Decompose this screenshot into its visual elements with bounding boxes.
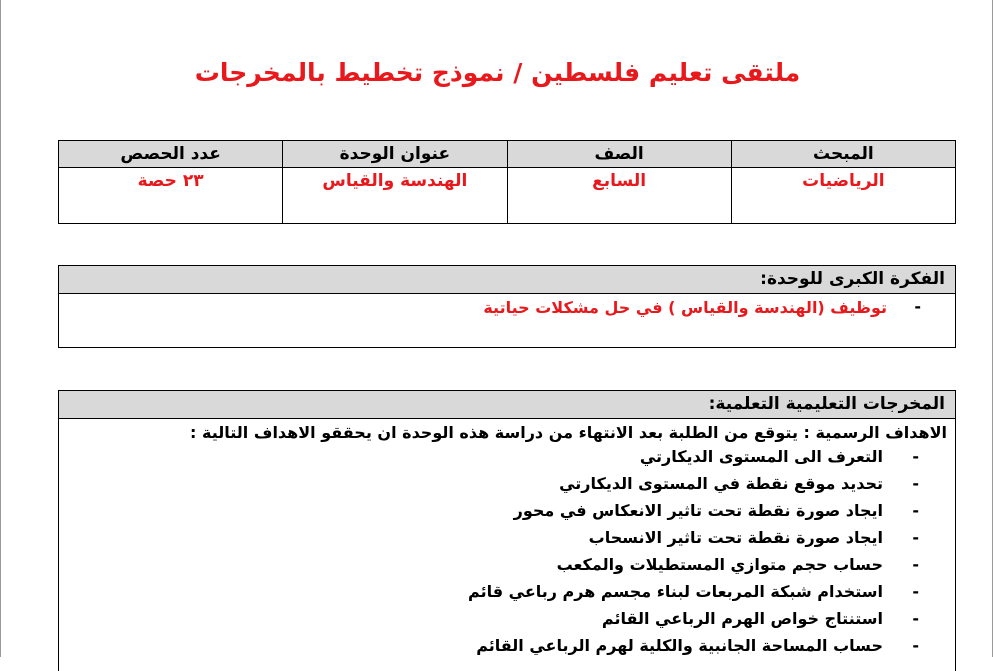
goal-text: حساب المساحة الجانبية والكلية لهرم الرباعي القائم xyxy=(476,636,883,655)
info-header-row xyxy=(59,141,956,168)
big-idea-text: توظيف (الهندسة والقياس ) في حل مشكلات حياتية xyxy=(483,298,887,317)
page-title: ملتقى تعليم فلسطين / نموذج تخطيط بالمخرجات xyxy=(194,58,801,87)
goal-item xyxy=(59,497,955,524)
outcomes-box xyxy=(58,390,956,671)
goal-text: التعرف الى المستوى الديكارتي xyxy=(639,447,883,466)
header-periods: عدد الحصص xyxy=(59,141,283,168)
bullet-dash: - xyxy=(912,555,919,574)
outcomes-intro: الاهداف الرسمية : يتوقع من الطلبة بعد الانتهاء من دراسة هذه الوحدة ان يحققو الاهداف التالية : xyxy=(190,423,947,442)
info-value-row xyxy=(59,168,956,224)
big-idea-box xyxy=(58,265,956,348)
goal-text: ايجاد صورة نقطة تحت تاثير الانعكاس في محور xyxy=(513,501,883,520)
bullet-dash: - xyxy=(912,609,919,628)
header-subject: المبحث xyxy=(731,141,955,168)
goal-item xyxy=(59,551,955,578)
goal-text: استخدام شبكة المربعات لبناء مجسم هرم رباعي قائم xyxy=(468,582,883,601)
goals-list xyxy=(59,443,955,659)
outcomes-heading: المخرجات التعليمية التعلمية: xyxy=(59,391,955,419)
big-idea-heading: الفكرة الكبرى للوحدة: xyxy=(59,266,955,294)
goal-item xyxy=(59,632,955,659)
bullet-dash: - xyxy=(912,501,919,520)
bullet-dash: - xyxy=(914,297,921,316)
bullet-dash: - xyxy=(912,582,919,601)
bullet-dash: - xyxy=(912,474,919,493)
bullet-dash: - xyxy=(912,447,919,466)
goal-item xyxy=(59,443,955,470)
goal-text: تحديد موقع نقطة في المستوى الديكارتي xyxy=(559,474,883,493)
goal-item xyxy=(59,578,955,605)
goal-item xyxy=(59,470,955,497)
big-idea-item xyxy=(59,294,955,320)
goal-item xyxy=(59,605,955,632)
value-periods: ٢٣ حصة xyxy=(59,168,283,224)
info-table xyxy=(58,140,956,224)
header-unit-title: عنوان الوحدة xyxy=(283,141,507,168)
goal-item xyxy=(59,524,955,551)
goal-text: ايجاد صورة نقطة تحت تاثير الانسحاب xyxy=(588,528,883,547)
bullet-dash: - xyxy=(912,636,919,655)
value-grade: السابع xyxy=(507,168,731,224)
bullet-dash: - xyxy=(912,528,919,547)
goal-text: استنتاج خواص الهرم الرباعي القائم xyxy=(601,609,883,628)
value-unit-title: الهندسة والقياس xyxy=(283,168,507,224)
value-subject: الرياضيات xyxy=(731,168,955,224)
header-grade: الصف xyxy=(507,141,731,168)
goal-text: حساب حجم متوازي المستطيلات والمكعب xyxy=(556,555,883,574)
